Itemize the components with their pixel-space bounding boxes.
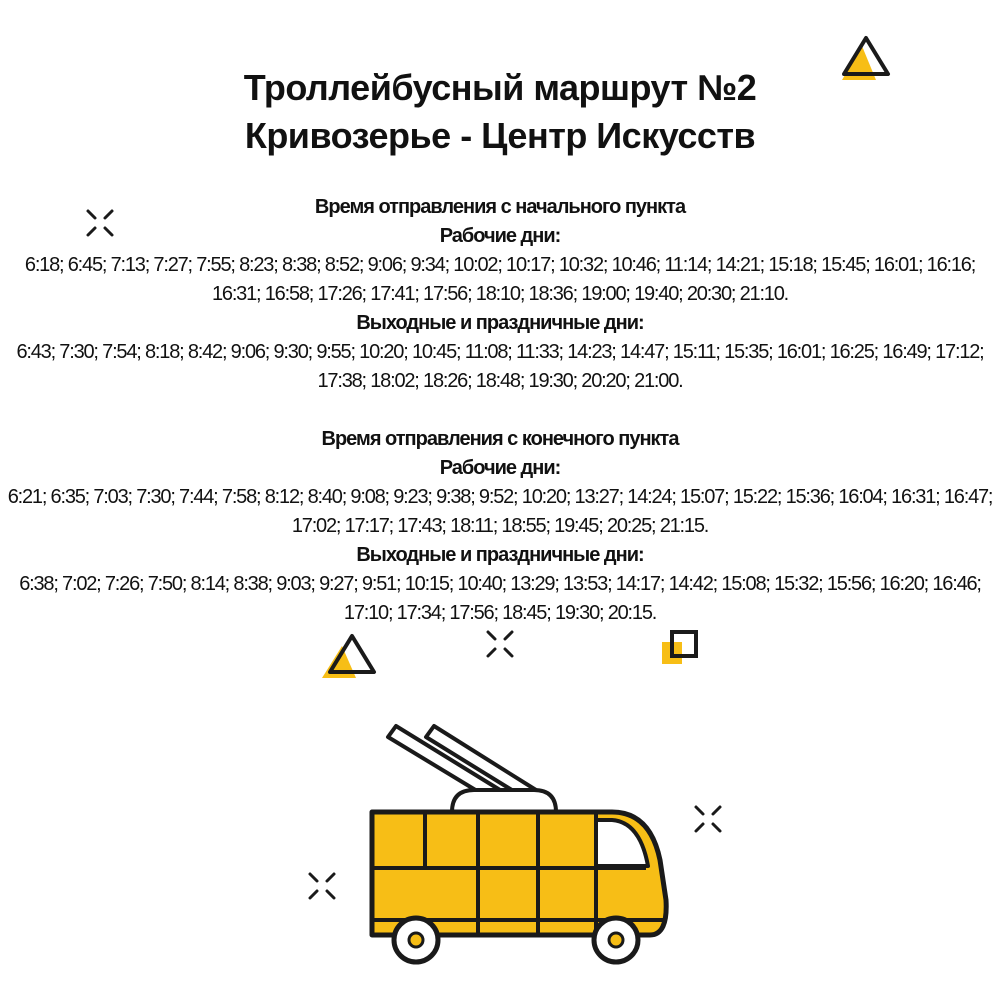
sparkle-icon xyxy=(692,803,724,835)
start-point-schedule xyxy=(0,193,1000,396)
end-workdays-times: 6:21; 6:35; 7:03; 7:30; 7:44; 7:58; 8:12; 8:40; 9:08; 9:23; 9:38; 9:52; 10:20; 13:27; 14:24; 15:07; 15:22; 15:36; 16:04; 16:31; 16:47; 17:02; 17:17; 17:43; 18:11; 18:55; 19:45; 20:25; 21:15. xyxy=(7,486,993,537)
page-title: Троллейбусный маршрут №2 xyxy=(243,67,757,108)
start-weekends-times: 6:43; 7:30; 7:54; 8:18; 8:42; 9:06; 9:30; 9:55; 10:20; 10:45; 11:08; 11:33; 14:23; 14:47; 15:11; 15:35; 16:01; 16:25; 16:49; 17:12; 17:38; 18:02; 18:26; 18:48; 19:30; 20:20; 21:00. xyxy=(16,341,984,392)
start-weekends-label: Выходные и праздничные дни: xyxy=(356,312,644,334)
end-workdays-label: Рабочие дни: xyxy=(439,457,561,479)
end-point-schedule xyxy=(0,425,1000,628)
end-point-heading: Время отправления с конечного пункта xyxy=(321,428,679,450)
sparkle-icon xyxy=(306,870,338,902)
route-subtitle: Кривозерье - Центр Искусств xyxy=(244,115,756,156)
triangle-icon xyxy=(318,628,378,683)
start-workdays-label: Рабочие дни: xyxy=(439,225,561,247)
sparkle-icon xyxy=(84,207,116,239)
end-weekends-times: 6:38; 7:02; 7:26; 7:50; 8:14; 8:38; 9:03; 9:27; 9:51; 10:15; 10:40; 13:29; 13:53; 14:17; 14:42; 15:08; 15:32; 15:56; 16:20; 16:46; 17:10; 17:34; 17:56; 18:45; 19:30; 20:15. xyxy=(19,573,981,624)
start-workdays-times: 6:18; 6:45; 7:13; 7:27; 7:55; 8:23; 8:38; 8:52; 9:06; 9:34; 10:02; 10:17; 10:32; 10:46; 11:14; 14:21; 15:18; 15:45; 16:01; 16:16; 16:31; 16:58; 17:26; 17:41; 17:56; 18:10; 18:36; 19:00; 19:40; 20:30; 21:10. xyxy=(24,254,976,305)
trolleybus-icon xyxy=(340,700,680,1000)
sparkle-icon xyxy=(484,628,516,660)
square-icon xyxy=(658,626,704,670)
triangle-icon xyxy=(836,30,896,85)
end-weekends-label: Выходные и праздничные дни: xyxy=(356,544,644,566)
start-point-heading: Время отправления с начального пункта xyxy=(314,196,686,218)
